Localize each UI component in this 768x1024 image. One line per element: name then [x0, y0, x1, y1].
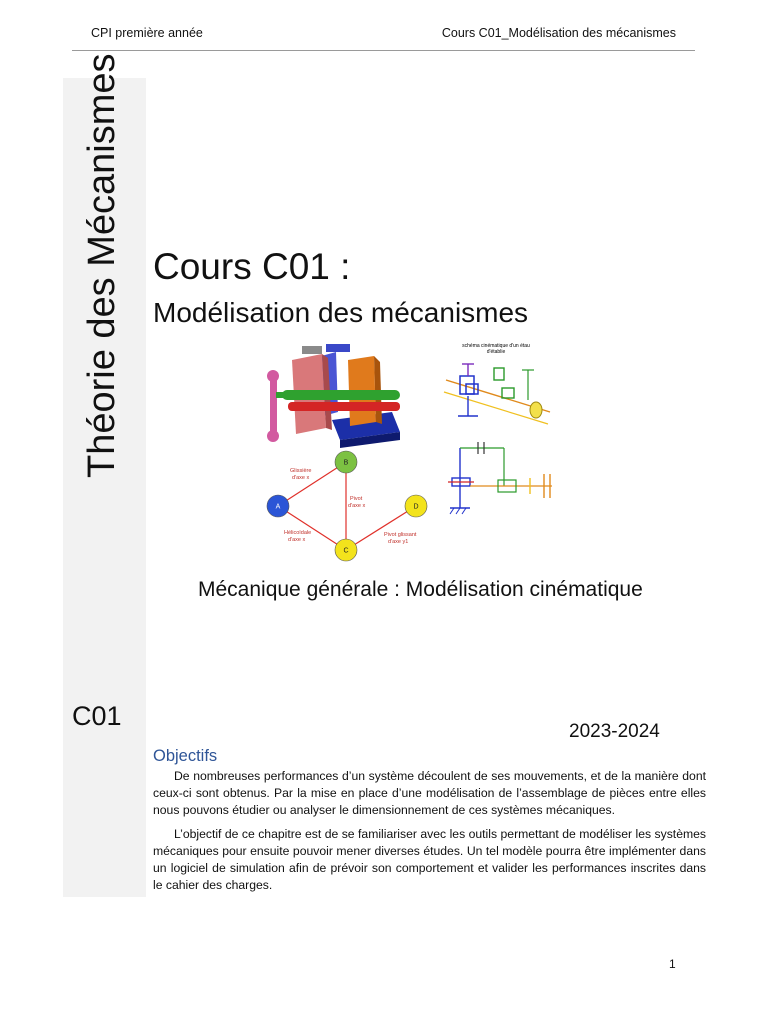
kinematic-schematic-top	[438, 340, 560, 440]
node-b-label: B	[343, 459, 349, 467]
node-c-label: C	[343, 547, 349, 555]
header-right: Cours C01_Modélisation des mécanismes	[441, 26, 676, 40]
vise-illustration	[262, 340, 412, 452]
edge-bc-label1: Pivot	[350, 496, 363, 502]
objectifs-paragraph-2: L’objectif de ce chapitre est de se familiariser avec les outils permettant de modéliser les systèmes mécaniques pour ensuite pouvoir mener diverses études. Un tel modèle pourra être implémenter dans un logiciel de simulation afin de prévoir son comportement et valider les performances inscrites dans le cahier des charges.	[153, 826, 706, 893]
edge-ab-label2: d'axe x	[292, 475, 310, 481]
course-subtitle: Mécanique générale : Modélisation cinématique	[198, 578, 643, 601]
page-subtitle: Modélisation des mécanismes	[153, 297, 529, 328]
page-number: 1	[669, 957, 676, 971]
edge-ab-label1: Glissière	[290, 468, 312, 474]
kinematic-schematic-bottom	[440, 438, 560, 520]
liaison-graph	[262, 448, 434, 568]
vertical-title-wrap	[80, 53, 124, 522]
header-rule	[72, 50, 695, 51]
edge-ac-label1: Hélicoïdale	[284, 530, 312, 536]
kinematic-caption-line1: schéma cinématique d'un étau	[462, 343, 530, 349]
edge-cd-label1: Pivot glissant	[384, 532, 417, 538]
edge-cd-label2: d'axe y1	[388, 539, 409, 545]
objectifs-heading: Objectifs	[153, 747, 218, 765]
academic-year: 2023-2024	[569, 721, 660, 742]
edge-ac-label2: d'axe x	[288, 537, 306, 543]
node-d-label: D	[413, 503, 419, 511]
edge-bc-label2: d'axe x	[348, 503, 366, 509]
objectifs-paragraph-1: De nombreuses performances d’un système découlent de ses mouvements, et de la manière dont ceux-ci sont obtenus. Par la mise en place d’une modélisation de l’assemblage de pièces entre elles nous pouvons étudier ou analyser le dimensionnement de ces systèmes mécaniques.	[153, 769, 706, 818]
page-title: Cours C01 :	[153, 246, 351, 287]
node-a-label: A	[275, 503, 281, 511]
vertical-title: Théorie des Mécanismes	[81, 53, 123, 478]
chapter-code: C01	[72, 701, 122, 731]
header-left: CPI première année	[91, 26, 203, 40]
objectifs-body	[153, 768, 706, 900]
kinematic-caption-line2: d'établie	[486, 349, 506, 355]
